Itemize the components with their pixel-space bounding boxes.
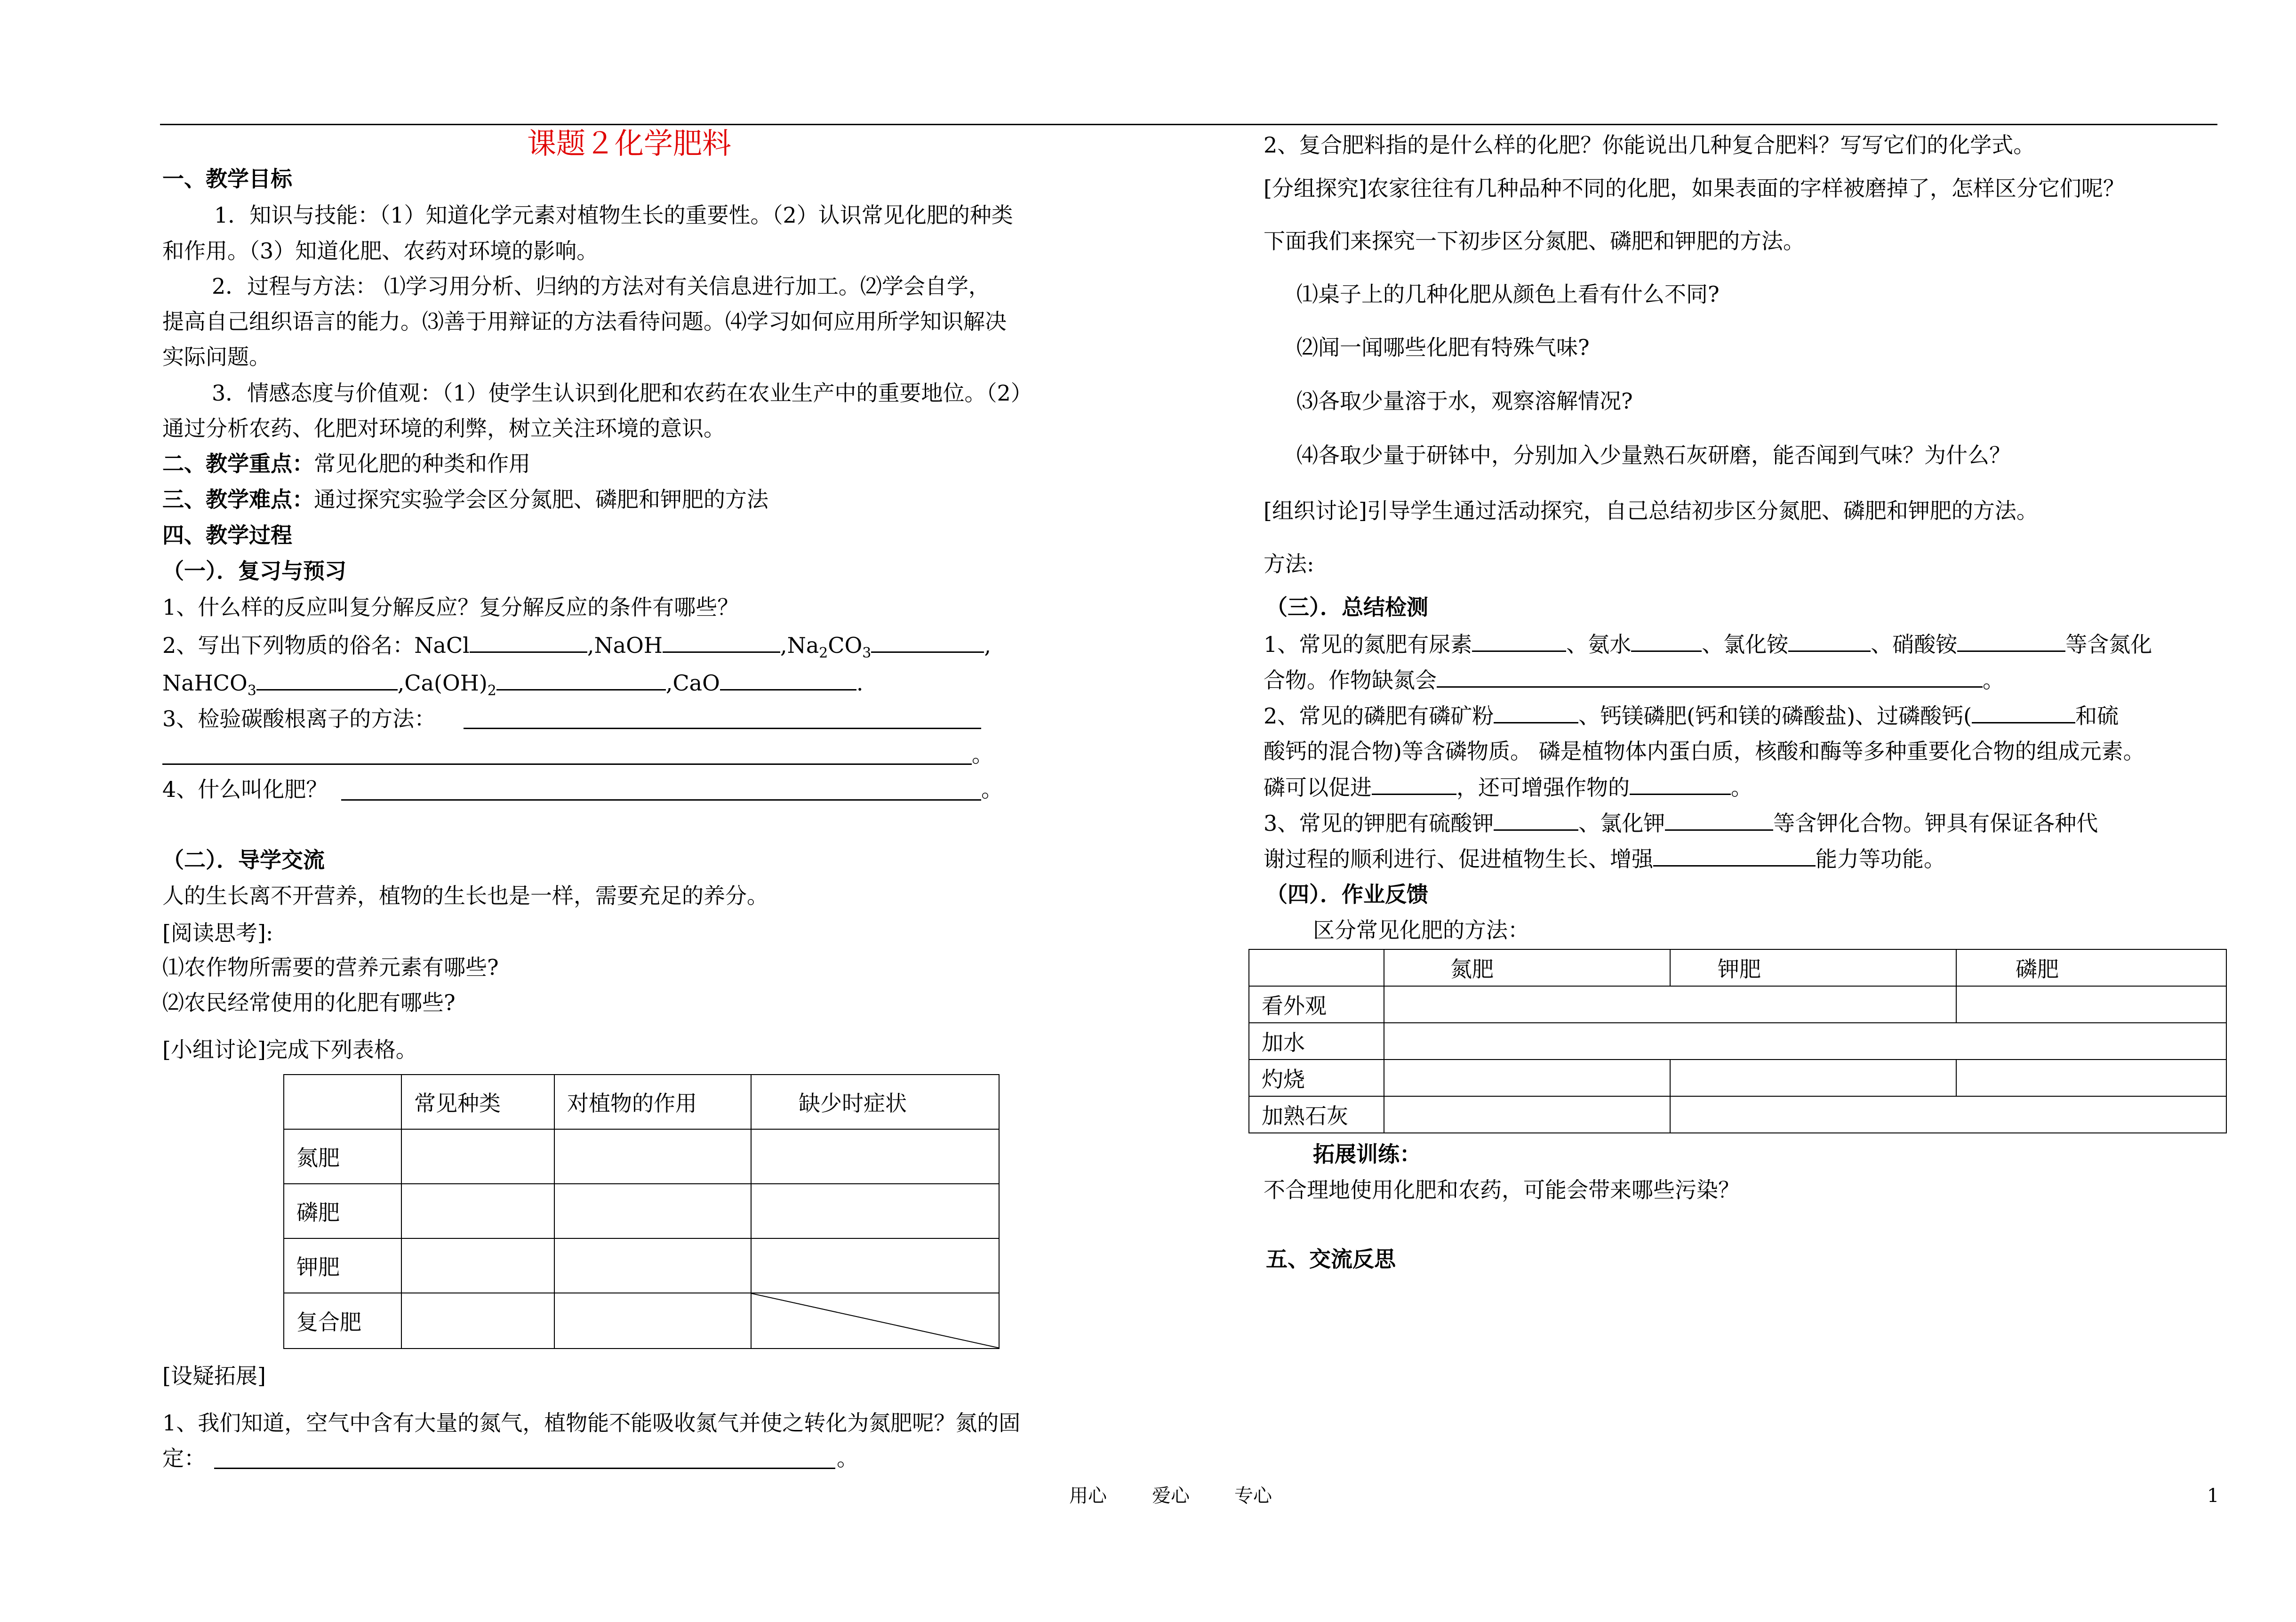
review-question-2 <box>162 631 991 667</box>
nacl-blank <box>470 631 587 653</box>
text-segment: 等含氮化 <box>2065 632 2152 657</box>
text-segment: 1、常见的氮肥有尿素 <box>1264 632 1472 657</box>
reading-think-label: [阅读思考]: <box>162 920 273 946</box>
subsection-1-heading: （一）．复习与预习 <box>162 558 346 584</box>
table-header-cell: 对植物的作用 <box>554 1075 751 1129</box>
table-cell <box>554 1184 751 1238</box>
table-cell-merged <box>1384 1023 2226 1060</box>
group-discussion-label: [小组讨论]完成下列表格。 <box>162 1037 417 1062</box>
check-q2-line-2: 酸钙的混合物)等含磷物质。 磷是植物体内蛋白质，核酸和酶等多种重要化合物的组成元素。 <box>1264 739 2145 764</box>
doubt-q1-answer-line <box>214 1468 835 1469</box>
urea-blank <box>1472 630 1566 652</box>
explore-step-4: ⑷各取少量于研钵中，分别加入少量熟石灰研磨，能否闻到气味？为什么？ <box>1296 442 2011 468</box>
section-3 <box>162 485 768 514</box>
caoh2-blank <box>496 668 666 691</box>
na2co3-blank <box>871 631 984 653</box>
ammonium-chloride-blank <box>1788 630 1871 652</box>
punctuation: . <box>856 670 864 696</box>
nahco3-blank <box>256 668 398 691</box>
subscript: 3 <box>247 683 256 699</box>
doubt-q1-end-mark: 。 <box>837 1445 858 1471</box>
check-q2-line-3 <box>1264 773 1752 802</box>
intro-paragraph: 人的生长离不开营养，植物的生长也是一样，需要充足的养分。 <box>162 883 768 908</box>
table-cell <box>554 1129 751 1184</box>
explore-step-1: ⑴桌子上的几种化肥从颜色上看有什么不同? <box>1296 281 1720 307</box>
doubt-extension-label: [设疑拓展] <box>162 1363 266 1389</box>
text-segment: 、氯化钾 <box>1578 811 1665 836</box>
nitrogen-deficiency-blank <box>1437 666 1983 688</box>
table-cell <box>554 1238 751 1293</box>
footer-word-2: 爱心 <box>1152 1485 1190 1507</box>
phosphorus-promotes-blank <box>1372 773 1456 795</box>
text-segment: 磷可以促进 <box>1264 775 1372 800</box>
objective-2-line-1: 2．过程与方法： ⑴学习用分析、归纳的方法对有关信息进行加工。⑵学会自学， <box>212 273 990 299</box>
q2-caoh2-label: ,Ca(OH) <box>397 670 488 696</box>
table-row-label: 看外观 <box>1249 986 1384 1023</box>
table-cell <box>1670 1060 1956 1096</box>
organize-discussion: [组织讨论]引导学生通过活动探究，自己总结初步区分氮肥、磷肥和钾肥的方法。 <box>1264 498 2038 523</box>
section-3-text: 通过探究实验学会区分氮肥、磷肥和钾肥的方法 <box>314 487 768 512</box>
footer-word-3: 专心 <box>1234 1485 1272 1507</box>
table-row-label: 复合肥 <box>284 1293 401 1349</box>
check-q2-line-1 <box>1264 701 2119 730</box>
table-cell <box>1384 1096 1670 1133</box>
text-segment: ，还可增强作物的 <box>1456 775 1630 800</box>
table-cell-merged <box>1384 986 1956 1023</box>
group-explore: [分组探究]农家往往有几种品种不同的化肥，如果表面的字样被磨掉了，怎样区分它们呢？ <box>1264 176 2125 201</box>
section-1-heading: 一、教学目标 <box>162 166 292 192</box>
table-corner <box>1249 949 1384 986</box>
table-header-cell: 氮肥 <box>1384 949 1670 986</box>
review-question-2-cont <box>162 668 863 705</box>
subsection-3-heading: （三）．总结检测 <box>1266 594 1428 620</box>
table-header-cell: 常见种类 <box>401 1075 554 1129</box>
section-3-heading: 三、教学难点： <box>162 487 314 512</box>
subsection-4-heading: （四）．作业反馈 <box>1266 882 1428 907</box>
footer-word-1: 用心 <box>1069 1485 1107 1507</box>
cao-blank <box>720 668 856 691</box>
text-segment: 和硫 <box>2075 703 2119 729</box>
q3-answer-line-2 <box>162 763 972 765</box>
table-cell <box>401 1293 554 1349</box>
phosphate-rock-blank <box>1494 701 1578 723</box>
potassium-chloride-blank <box>1665 809 1773 831</box>
table-row-label: 加水 <box>1249 1023 1384 1060</box>
explore-step-3: ⑶各取少量溶于水，观察溶解情况? <box>1296 388 1633 414</box>
header-rule <box>160 124 2217 125</box>
q2-naoh-label: ,NaOH <box>587 633 663 658</box>
check-q3-line-2 <box>1264 844 1945 873</box>
method-label: 方法: <box>1264 551 1314 577</box>
q4-answer-line <box>341 799 981 801</box>
check-q3-line-1 <box>1264 809 2098 837</box>
check-q1-line-2 <box>1264 666 2004 694</box>
section-5-heading: 五、交流反思 <box>1266 1246 1396 1272</box>
page-title: 课题２化学肥料 <box>527 126 732 161</box>
objective-2-line-2: 提高自己组织语言的能力。⑶善于用辩证的方法看待问题。⑷学习如何应用所学知识解决 <box>162 309 1007 334</box>
text-segment: 、钙镁磷肥(钙和镁的磷酸盐)、过磷酸钙( <box>1578 703 1972 729</box>
table-cell-merged <box>1670 1096 2226 1133</box>
extension-heading: 拓展训练： <box>1313 1141 1421 1167</box>
phosphorus-enhance-blank <box>1630 773 1731 795</box>
extension-question: 不合理地使用化肥和农药，可能会带来哪些污染？ <box>1264 1177 1740 1203</box>
check-q1-line-1 <box>1264 630 2152 658</box>
section-2 <box>162 450 530 478</box>
doubt-q1-line-1: 1、我们知道，空气中含有大量的氮气，植物能不能吸收氮气并使之转化为氮肥呢？氮的固 <box>162 1410 1021 1436</box>
potassium-sulfate-blank <box>1494 809 1578 831</box>
section-4-heading: 四、教学过程 <box>162 522 292 548</box>
review-question-3: 3、检验碳酸根离子的方法： <box>162 706 436 731</box>
objective-3-line-1: 3．情感态度与价值观：（1）使学生认识到化肥和农药在农业生产中的重要地位。（2） <box>212 380 1032 406</box>
table-cell <box>751 1129 999 1184</box>
reading-think-q1: ⑴农作物所需要的营养元素有哪些? <box>162 955 499 980</box>
table-cell <box>401 1129 554 1184</box>
table-cell <box>751 1184 999 1238</box>
page-number: 1 <box>2207 1485 2219 1507</box>
text-segment: 3、常见的钾肥有硫酸钾 <box>1264 811 1494 836</box>
naoh-blank <box>663 631 780 653</box>
objective-1-line-2: 和作用。（3）知道化肥、农药对环境的影响。 <box>162 238 599 264</box>
objective-2-line-3: 实际问题。 <box>162 344 271 369</box>
table-header-cell: 磷肥 <box>1956 949 2226 986</box>
table-row-label: 加熟石灰 <box>1249 1096 1384 1133</box>
diagonal-line-icon <box>752 1293 1000 1348</box>
superphosphate-blank <box>1972 701 2075 723</box>
q3-end-mark: 。 <box>972 742 993 767</box>
table-row-label: 灼烧 <box>1249 1060 1384 1096</box>
q2-nahco3-label: NaHCO <box>162 670 248 696</box>
table-row-label: 氮肥 <box>284 1129 401 1184</box>
ammonia-blank <box>1631 630 1702 652</box>
table-cell <box>1384 1060 1670 1096</box>
table-cell <box>751 1238 999 1293</box>
punctuation: 。 <box>1731 775 1752 800</box>
reading-think-q2: ⑵农民经常使用的化肥有哪些? <box>162 990 456 1015</box>
q3-answer-line-1 <box>464 728 981 729</box>
punctuation: 。 <box>1983 667 2004 693</box>
distinguish-table <box>1248 949 2227 1133</box>
explore-intro: 下面我们来探究一下初步区分氮肥、磷肥和钾肥的方法。 <box>1264 228 1805 254</box>
table-header-cell: 缺少时症状 <box>751 1075 999 1129</box>
text-segment: 等含钾化合物。钾具有保证各种代 <box>1773 811 2098 836</box>
text-segment: 2、常见的磷肥有磷矿粉 <box>1264 703 1494 729</box>
text-segment: 、硝酸铵 <box>1871 632 1958 657</box>
q4-end-mark: 。 <box>981 777 1003 802</box>
homework-intro: 区分常见化肥的方法： <box>1313 917 1529 943</box>
table-header-cell: 钾肥 <box>1670 949 1956 986</box>
text-segment: 能力等功能。 <box>1816 846 1945 872</box>
q2-cao-label: ,CaO <box>665 670 720 696</box>
subscript: 2 <box>819 645 828 662</box>
table-cell-diagonal <box>751 1293 999 1349</box>
subscript: 2 <box>487 683 496 699</box>
table-cell <box>401 1184 554 1238</box>
table-row-label: 钾肥 <box>284 1238 401 1293</box>
punctuation: , <box>984 633 992 658</box>
subscript: 3 <box>862 645 872 662</box>
table-cell <box>1956 1060 2226 1096</box>
table-cell <box>401 1238 554 1293</box>
table-corner <box>284 1075 401 1129</box>
right-q2: 2、复合肥料指的是什么样的化肥？你能说出几种复合肥料？写写它们的化学式。 <box>1264 132 2035 158</box>
fertilizer-table <box>283 1074 1000 1349</box>
table-row-label: 磷肥 <box>284 1184 401 1238</box>
text-segment: 、氨水 <box>1566 632 1632 657</box>
doubt-q1-line-2: 定： <box>162 1445 206 1471</box>
section-2-text: 常见化肥的种类和作用 <box>314 451 530 476</box>
text-segment: 合物。作物缺氮会 <box>1264 667 1437 693</box>
table-cell <box>1956 986 2226 1023</box>
section-2-heading: 二、教学重点： <box>162 451 314 476</box>
q2-na2co3-label: ,Na <box>780 633 819 658</box>
table-cell <box>554 1293 751 1349</box>
explore-step-2: ⑵闻一闻哪些化肥有特殊气味? <box>1296 335 1590 360</box>
objective-1-line-1: 1．知识与技能：（1）知道化学元素对植物生长的重要性。（2）认识常见化肥的种类 <box>214 202 1013 228</box>
q2-nacl-label: 2、写出下列物质的俗名：NaCl <box>162 633 470 658</box>
review-question-1: 1、什么样的反应叫复分解反应？复分解反应的条件有哪些？ <box>162 594 739 620</box>
text-segment: 谢过程的顺利进行、促进植物生长、增强 <box>1264 846 1653 872</box>
potassium-enhance-blank <box>1653 844 1816 867</box>
formula-part: CO <box>828 633 863 658</box>
text-segment: 、氯化铵 <box>1702 632 1789 657</box>
ammonium-nitrate-blank <box>1957 630 2065 652</box>
subsection-2-heading: （二）．导学交流 <box>162 847 325 873</box>
objective-3-line-2: 通过分析农药、化肥对环境的利弊，树立关注环境的意识。 <box>162 416 725 441</box>
review-question-4: 4、什么叫化肥？ <box>162 777 328 802</box>
